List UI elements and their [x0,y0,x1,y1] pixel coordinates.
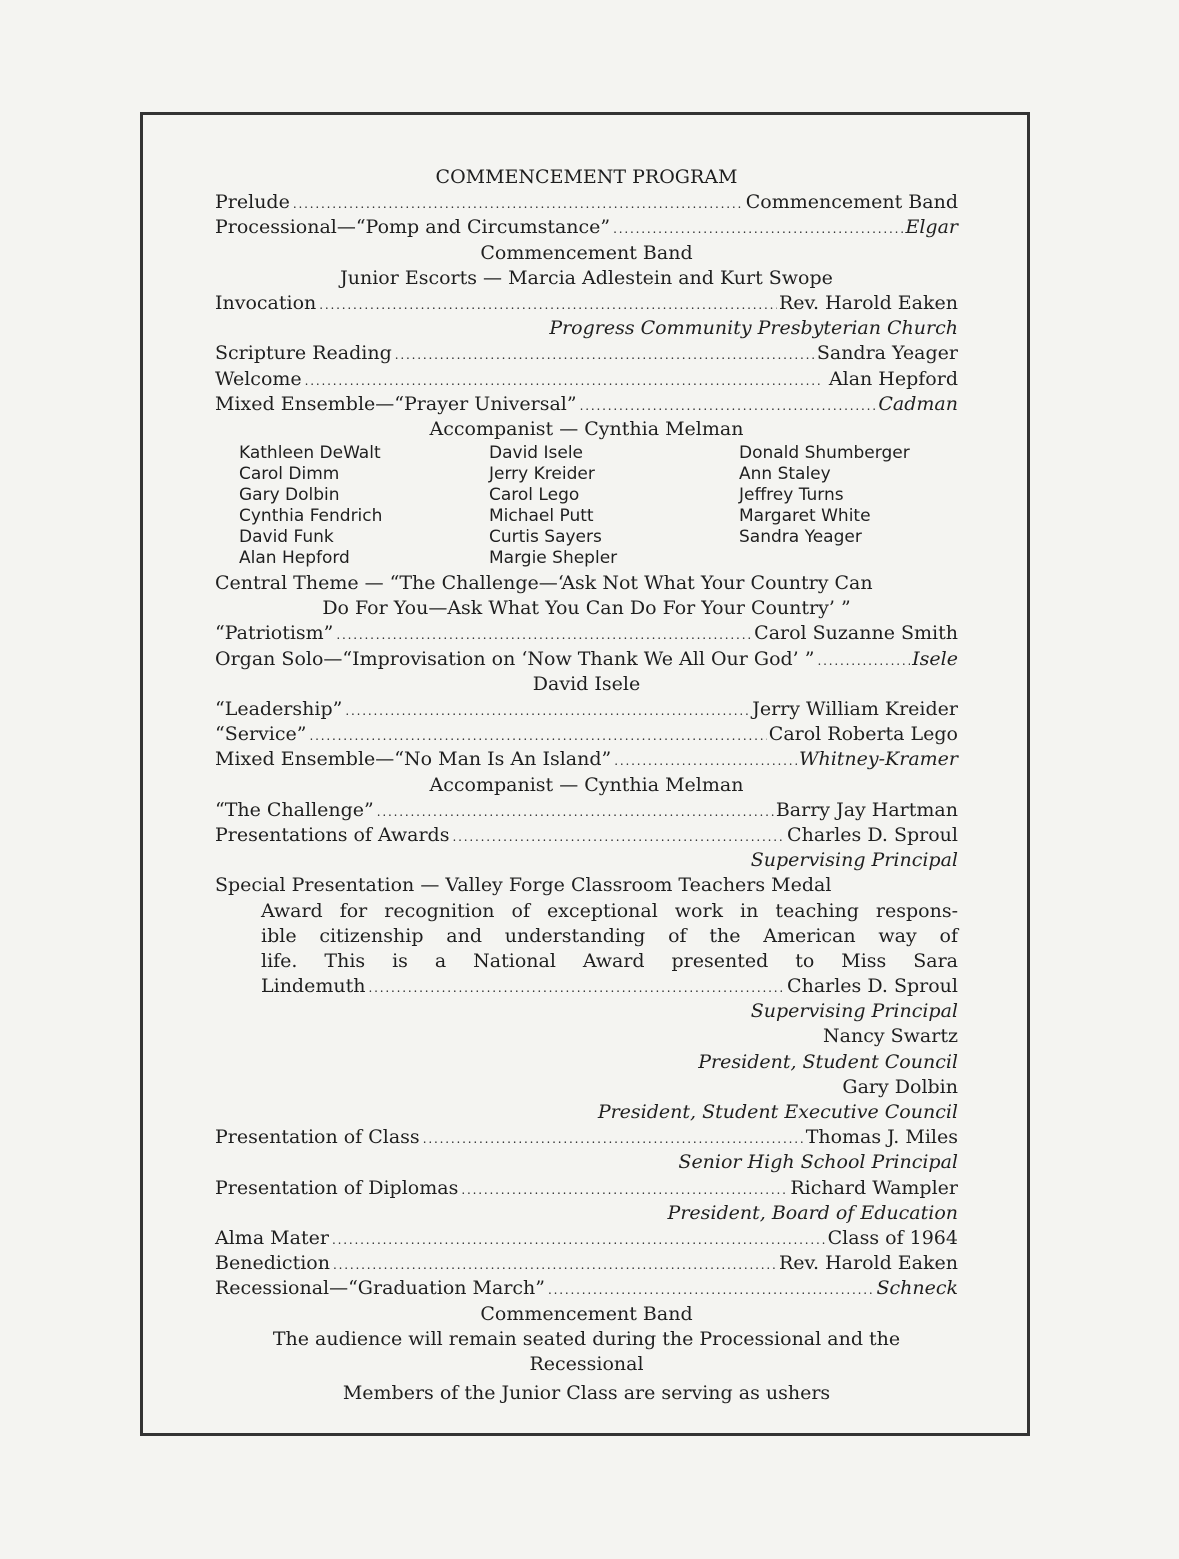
member-name: Gary Dolbin [239,485,340,506]
member-name: Jerry Kreider [489,464,595,485]
central-theme-line-1: Central Theme — “The Challenge—‘Ask Not What Your Country Can [215,572,873,595]
line-label: Alma Mater [215,1226,329,1249]
special-presentation-line-4: life. This is a National Award presented to Miss Sara [261,949,958,972]
member-name: David Funk [239,527,334,548]
member-name: David Isele [489,443,583,464]
line-performer: Rev. Harold Eaken [779,1252,958,1275]
member-name: Michael Putt [489,506,594,527]
line-performer: Alan Hepford [828,367,958,390]
program-line-class [215,1125,958,1150]
member-name: Sandra Yeager [739,527,862,548]
diplomas-title: President, Board of Education [667,1201,958,1224]
program-line-benediction [215,1251,958,1276]
line-label: Invocation [215,291,317,314]
special-presentation-line-1: Special Presentation — Valley Forge Classroom Teachers Medal [215,874,832,897]
line-label: Presentations of Awards [215,823,450,846]
member-name: Alan Hepford [239,548,350,569]
line-label: Lindemuth [261,975,366,998]
line-label: “The Challenge” [215,798,374,821]
line-performer: Richard Wampler [790,1176,958,1199]
organ-solo-performer: David Isele [532,672,641,695]
class-title: Senior High School Principal [678,1151,958,1174]
special-presentation-line-2: Award for recognition of exceptional work in teaching respons- [261,899,958,922]
dolbin-name: Gary Dolbin [842,1075,958,1098]
invocation-church: Progress Community Presbyterian Church [549,317,958,340]
line-label: Mixed Ensemble—“No Man Is An Island” [215,748,612,771]
swartz-name: Nancy Swartz [823,1025,958,1048]
line-label: “Patriotism” [215,622,334,645]
line-performer: Sandra Yeager [816,342,958,365]
line-performer: Carol Suzanne Smith [754,622,958,645]
program-line-ensemble2 [215,747,958,772]
line-performer: Rev. Harold Eaken [779,291,958,314]
member-name: Margaret White [739,506,871,527]
line-label: Welcome [215,367,302,390]
line-label: “Leadership” [215,698,343,720]
line-label: Benediction [215,1252,330,1275]
line-performer: Charles D. Sproul [787,823,958,846]
program-line-processional [215,215,958,240]
line-performer: Charles D. Sproul [787,975,958,998]
member-name: Carol Dimm [239,464,340,485]
program-line-patriotism [215,621,958,646]
program-line-service [215,722,958,747]
member-name: Carol Lego [489,485,580,506]
awards-title: Supervising Principal [750,849,958,872]
program-line-special-presenter [215,974,958,999]
ushers-note: Members of the Junior Class are serving as ushers [342,1382,831,1405]
program-line-welcome [215,367,958,392]
line-label: “Service” [215,723,307,746]
line-label: Presentation of Class [215,1126,420,1149]
junior-escorts: Junior Escorts — Marcia Adlestein and Kurt Swope [340,266,833,289]
line-label: Recessional—“Graduation March” [215,1277,546,1300]
ensemble-column-2 [489,443,739,569]
line-label: Mixed Ensemble—“Prayer Universal” [215,392,577,415]
program-frame [140,112,1030,1436]
line-performer: Carol Roberta Lego [768,723,958,746]
line-performer: Thomas J. Miles [805,1126,958,1149]
program-line-diplomas [215,1176,958,1201]
program-line-invocation [215,291,958,316]
accompanist-2: Accompanist — Cynthia Melman [429,773,744,796]
line-composer: Isele [912,647,958,670]
swartz-title: President, Student Council [698,1050,958,1073]
program-line-recessional [215,1276,958,1301]
program-line-awards [215,823,958,848]
program-line-prelude [215,190,958,215]
member-name: Ann Staley [739,464,831,485]
line-performer: Barry Jay Hartman [775,798,958,821]
program-title: COMMENCEMENT PROGRAM [435,166,738,188]
program-line-ensemble1 [215,392,958,417]
line-composer: Schneck [876,1277,958,1300]
ensemble-column-3 [739,443,982,569]
ensemble-column-1 [239,443,489,569]
line-performer: Class of 1964 [827,1226,958,1249]
line-label: Prelude [215,191,290,214]
member-name: Donald Shumberger [739,443,910,464]
accompanist-1: Accompanist — Cynthia Melman [429,417,744,440]
line-composer: Whitney-Kramer [798,748,958,771]
line-label: Organ Solo—“Improvisation on ‘Now Thank We All Our God’ ” [215,647,815,670]
member-name: Margie Shepler [489,548,618,569]
line-performer: Commencement Band [745,191,958,214]
member-name: Kathleen DeWalt [239,443,381,464]
special-presentation-line-3: ible citizenship and understanding of the American way of [261,924,958,947]
program-line-organ-solo [215,647,958,672]
special-title: Supervising Principal [750,1000,958,1023]
member-name: Curtis Sayers [489,527,602,548]
line-composer: Elgar [905,216,958,239]
member-name: Jeffrey Turns [739,485,844,506]
program-line-alma-mater [215,1226,958,1251]
recessional-band: Commencement Band [480,1302,693,1325]
line-label: Presentation of Diplomas [215,1176,459,1199]
dolbin-title: President, Student Executive Council [597,1101,958,1123]
processional-band: Commencement Band [480,241,693,264]
program-line-leadership [215,697,958,722]
program-line-challenge [215,798,958,823]
program-line-scripture [215,341,958,366]
line-label: Scripture Reading [215,342,392,365]
line-label: Processional—“Pomp and Circumstance” [215,216,611,239]
ensemble-members [215,443,958,569]
central-theme-line-2: Do For You—Ask What You Can Do For Your Country’ ” [322,597,851,620]
line-composer: Cadman [878,392,958,415]
line-performer: Jerry William Kreider [752,698,958,720]
program-content [215,165,958,1406]
member-name: Cynthia Fendrich [239,506,383,527]
audience-note-line-2: Recessional [529,1352,644,1375]
audience-note-line-1: The audience will remain seated during the Processional and the [272,1327,901,1350]
